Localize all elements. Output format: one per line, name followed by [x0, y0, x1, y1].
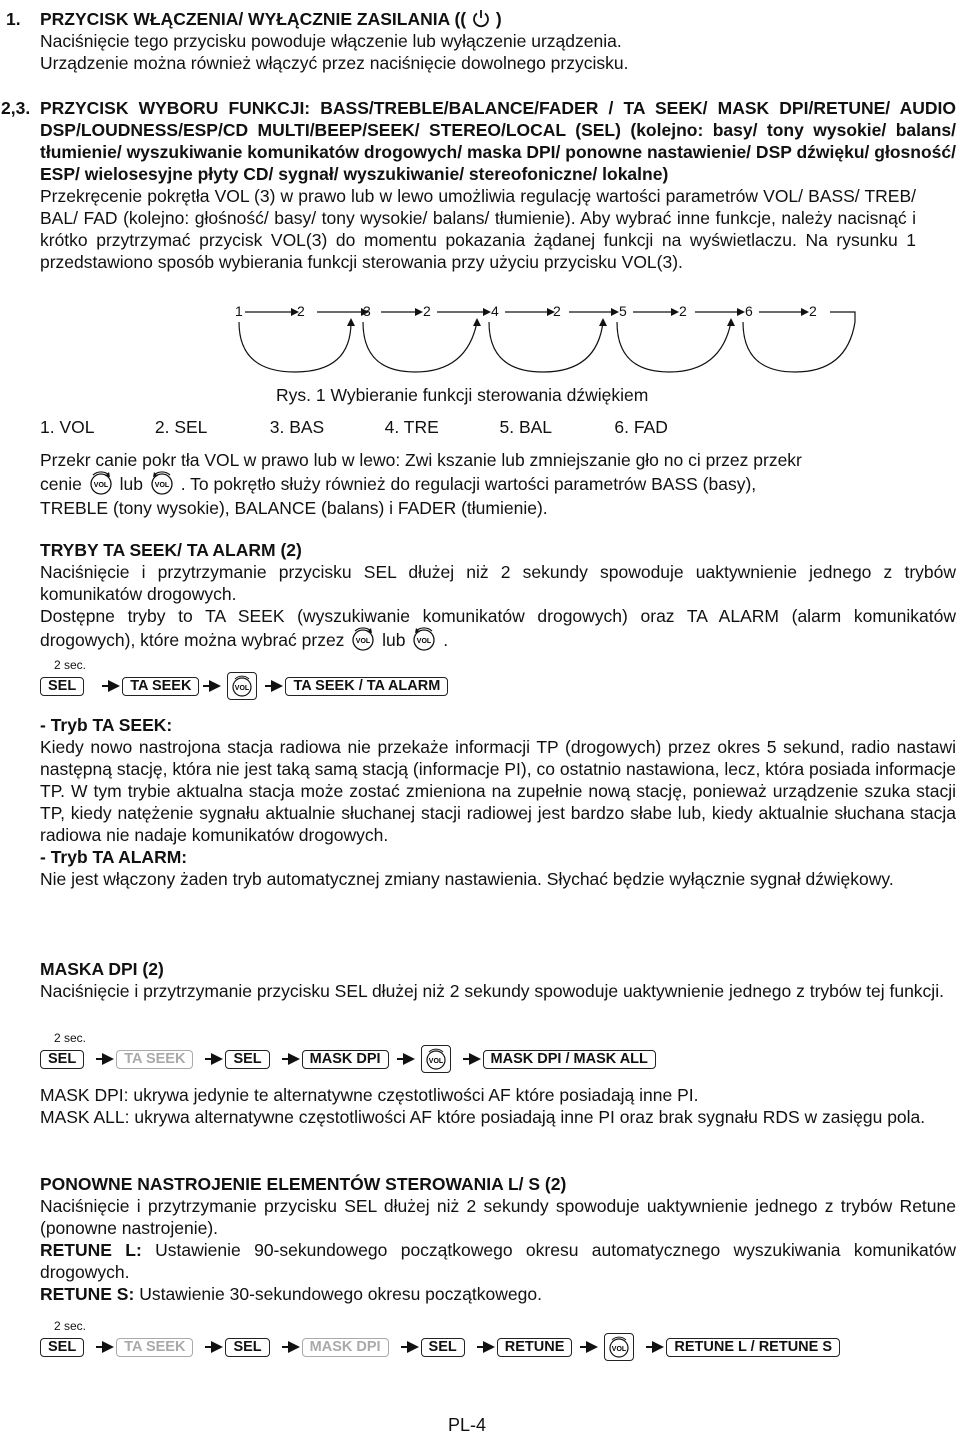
dpi-flow [40, 1031, 648, 1067]
ta-flow [40, 658, 460, 692]
paragraph: Dostępne tryby to TA SEEK (wyszukiwanie komunikatów drogowych) oraz TA ALARM (alarm komunikatów drogowych), które można wybrać przez VOL lub VOL . [40, 605, 956, 653]
section-heading: MASKA DPI (2) [40, 959, 164, 979]
sel-button-box: SEL [421, 1338, 465, 1357]
diagram-node: 6 [745, 303, 753, 319]
diagram-node: 5 [619, 303, 627, 319]
paragraph: Naciśnięcie i przytrzymanie przycisku SEL dłużej niż 2 sekundy spowoduje uaktywnienie jednego z trybów Retune (ponowne nastrojenie). [40, 1196, 956, 1238]
mask-definitions [40, 1084, 956, 1128]
section-heading: PRZYCISK WŁĄCZENIA/ WYŁĄCZNIE ZASILANIA (( ) [40, 9, 502, 29]
paragraph: RETUNE S: Ustawienie 30-sekundowego okresu początkowego. [40, 1284, 542, 1304]
ta-seek-alarm-box: TA SEEK / TA ALARM [285, 677, 448, 696]
retune-box: RETUNE [497, 1338, 573, 1357]
diagram-labels [225, 303, 865, 323]
sel-button-box: SEL [40, 1338, 84, 1357]
subheading: - Tryb TA SEEK: [40, 715, 173, 735]
hold-duration-label: 2 sec. [54, 1031, 87, 1045]
mask-dpi-all-box: MASK DPI / MASK ALL [483, 1050, 656, 1069]
arrow-right-icon [407, 1341, 419, 1353]
paragraph: MASK DPI: ukrywa jedynie te alternatywne częstotliwości AF które posiadają inne PI. [40, 1085, 699, 1105]
section-heading: PONOWNE NASTROJENIE ELEMENTÓW STEROWANIA L/ S (2) [40, 1174, 567, 1194]
arrow-right-icon [403, 1053, 415, 1065]
paragraph: Naciśnięcie i przytrzymanie przycisku SEL dłużej niż 2 sekundy spowoduje uaktywnienie jednego z trybów komunikatów drogowych. [40, 562, 956, 604]
svg-text:VOL: VOL [417, 638, 432, 645]
section-retune [40, 1173, 956, 1305]
mode-item: 3. BAS [269, 417, 325, 437]
diagram-node: 2 [297, 303, 305, 319]
paragraph: Naciśnięcie i przytrzymanie przycisku SEL dłużej niż 2 sekundy spowoduje uaktywnienie jednego z trybów tej funkcji. [40, 981, 944, 1001]
sel-button-box: SEL [225, 1050, 269, 1069]
svg-text:VOL: VOL [154, 482, 170, 489]
vol-knob-right-icon [88, 471, 114, 497]
diagram-node: 4 [491, 303, 499, 319]
retune-flow [40, 1319, 833, 1355]
ta-seek-box: TA SEEK [116, 1050, 193, 1069]
svg-text:VOL: VOL [356, 638, 371, 645]
diagram-node: 3 [363, 303, 371, 319]
arrow-right-icon [586, 1341, 598, 1353]
mode-item: 6. FAD [614, 417, 668, 437]
section-ta-seek [40, 714, 956, 890]
arrow-right-icon [102, 1341, 114, 1353]
vol-knob-icon [604, 1333, 634, 1361]
arrow-right-icon [102, 1053, 114, 1065]
modes-list [40, 416, 724, 438]
figure-caption: Rys. 1 Wybieranie funkcji sterowania dźwiękiem [276, 385, 649, 405]
retune-ls-box: RETUNE L / RETUNE S [666, 1338, 840, 1357]
section-heading: PRZYCISK WYBORU FUNKCJI: BASS/TREBLE/BALANCE/FADER / TA SEEK/ MASK DPI/RETUNE/ AUDIO DSP/LOUDNESS/ESP/CD MULTI/BEEP/SEEK/ STEREO/LOCAL (SEL) (kolejno: basy/ tony wysokie/ balans/ tłumienie/ wyszukiwanie komunikatów drogowych/ maska DPI/ ponowne nastawienie/ DSP dźwięku/ głosność/ ESP/ wielosesyjne płyty CD/ sygnał/ wyszukiwanie/ stereofoniczne/ lokalne) [40, 98, 956, 184]
arrow-right-icon [288, 1341, 300, 1353]
arrow-right-icon [469, 1053, 481, 1065]
svg-text:VOL: VOL [428, 1058, 443, 1065]
section-number: 1. [6, 9, 21, 29]
mode-item: 4. TRE [384, 417, 439, 437]
arrow-right-icon [483, 1341, 495, 1353]
vol-knob-left-icon [411, 627, 437, 653]
paragraph: Przekręcenie pokrętła VOL (3) w prawo lub w lewo umożliwia regulację wartości parametrów VOL/ BASS/ TREB/ BAL/ FAD (kolejno: głośność/ basy/ tony wysokie/ balans/ tłumienie). Aby wybrać inne funkcje, należy nacisnąć i krótko przytrzymać przycisk VOL(3) do momentu pokazania żądanej funkcji na wyświetlaczu. Na rysunku 1 przedstawiono sposób wybierania funkcji sterowania przy użyciu przycisku VOL(3). [40, 186, 916, 272]
sel-button-box: SEL [40, 677, 84, 696]
arrow-right-icon [211, 1053, 223, 1065]
subheading: - Tryb TA ALARM: [40, 847, 188, 867]
svg-text:VOL: VOL [235, 685, 250, 692]
arrow-right-icon [209, 680, 221, 692]
paragraph: RETUNE L: Ustawienie 90-sekundowego początkowego okresu automatycznego wyszukiwania komunikatów drogowych. [40, 1240, 956, 1282]
svg-text:VOL: VOL [93, 482, 108, 489]
sel-button-box: SEL [225, 1338, 269, 1357]
paragraph: Naciśnięcie tego przycisku powoduje włączenie lub wyłączenie urządzenia. [40, 31, 622, 51]
diagram-node: 2 [679, 303, 687, 319]
diagram-node: 2 [423, 303, 431, 319]
arrow-right-icon [271, 680, 283, 692]
arrow-right-icon [652, 1341, 664, 1353]
section-function-select [1, 97, 956, 273]
paragraph: Urządzenie można również włączyć przez naciśnięcie dowolnego przycisku. [40, 53, 629, 73]
vol-knob-icon [227, 672, 257, 700]
diagram-node: 1 [235, 303, 243, 319]
section-mask-dpi [40, 958, 956, 1002]
section-number: 2,3. [1, 98, 31, 118]
mode-item: 2. SEL [154, 417, 208, 437]
mask-dpi-box: MASK DPI [302, 1050, 389, 1069]
diagram-node: 2 [809, 303, 817, 319]
diagram-node: 2 [553, 303, 561, 319]
arrow-right-icon [211, 1341, 223, 1353]
section-heading: TRYBY TA SEEK/ TA ALARM (2) [40, 540, 302, 560]
section-power [6, 8, 956, 74]
svg-text:VOL: VOL [612, 1346, 627, 1353]
power-icon [471, 9, 491, 29]
vol-knob-left-icon [149, 471, 175, 497]
paragraph: Kiedy nowo nastrojona stacja radiowa nie przekaże informacji TP (drogowych) przez okres 5 sekund, radio nastawi następną stację, która nie jest taką samą stacją (informacje PI), co ostatnio nastawiona, lecz, która posiada informacje TP. W tym trybie aktualna stacja może zostać zmieniona na zupełnie nową stację, ponieważ urządzenie szuka stacji TP, kiedy natężenie sygnału aktualnie słuchanej stacji radiowej jest bardzo słabe lub, kiedy aktualnie słuchana stacja radiowa nie nadaje komunikatów drogowych. [40, 737, 956, 845]
mode-item: 1. VOL [40, 417, 95, 437]
paragraph: MASK ALL: ukrywa alternatywne częstotliwości AF które posiadają inne PI oraz brak sygnału RDS w zasięgu pola. [40, 1107, 926, 1127]
section-ta [40, 539, 956, 653]
arrow-right-icon [108, 680, 120, 692]
vol-knob-right-icon [350, 627, 376, 653]
hold-duration-label: 2 sec. [54, 658, 87, 672]
hold-duration-label: 2 sec. [54, 1319, 87, 1333]
sel-button-box: SEL [40, 1050, 84, 1069]
turn-paragraph: Przekr canie pokr tła VOL w prawo lub w lewo: Zwi kszanie lub zmniejszanie gło no ci przez przekr cenie VOL lub VOL . To pokrętło służy również do regulacji wartości parametrów BASS (basy), TREBLE (tony wysokie), BALANCE (balans) i FADER (tłumienie). [40, 450, 802, 518]
ta-seek-box: TA SEEK [122, 677, 199, 696]
mask-dpi-box: MASK DPI [302, 1338, 389, 1357]
arrow-right-icon [288, 1053, 300, 1065]
paragraph: Nie jest włączony żaden tryb automatycznej zmiany nastawienia. Słychać będzie wyłącznie sygnał dźwiękowy. [40, 869, 894, 889]
ta-seek-box: TA SEEK [116, 1338, 193, 1357]
mode-item: 5. BAL [499, 417, 553, 437]
page-number: PL-4 [448, 1415, 487, 1435]
vol-knob-icon [421, 1045, 451, 1073]
